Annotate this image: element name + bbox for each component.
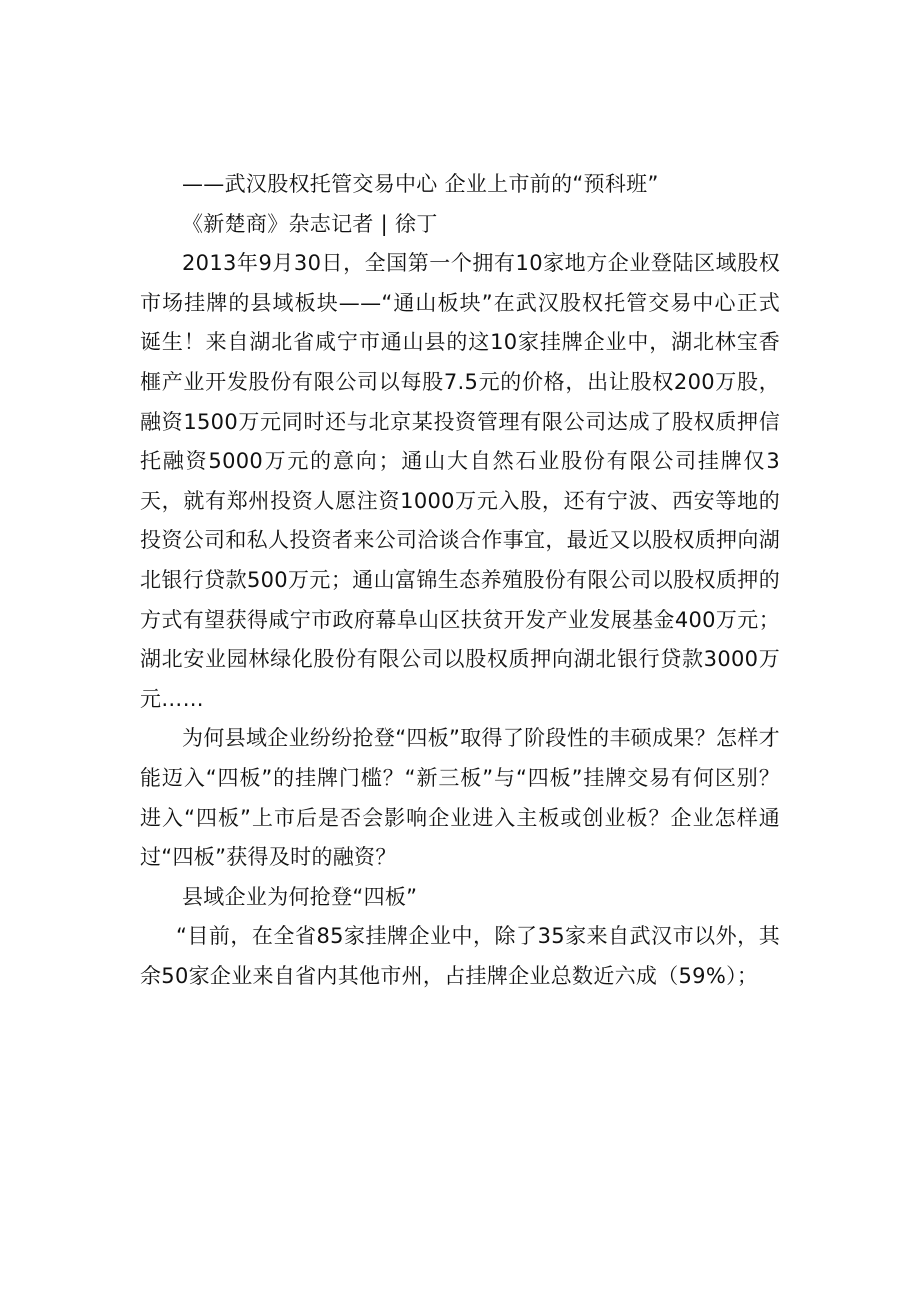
section-heading: 县域企业为何抢登“四板” bbox=[182, 884, 418, 909]
article-byline: 《新楚商》杂志记者 | 徐丁 bbox=[182, 211, 438, 236]
quote-paragraph: “目前，在全省85家挂牌企业中，除了35家来自武汉市以外，其余50家企业来自省内其他市州，占挂牌企业总数近六成（59%）； bbox=[140, 924, 780, 988]
paragraph-1: 2013年9月30日，全国第一个拥有10家地方企业登陆区域股权市场挂牌的县域板块——“通山板块”在武汉股权托管交易中心正式诞生！来自湖北省咸宁市通山县的这10家挂牌企业中，湖北林宝香榧产业开发股份有限公司以每股7.5元的价格，出让股权200万股，融资1500万元同时还与北京某投资管理有限公司达成了股权质押信托融资5000万元的意向；通山大自然石业股份有限公司挂牌仅3天，就有郑州投资人愿注资1000万元入股，还有宁波、西安等地的投资公司和私人投资者来公司洽谈合作事宜，最近又以股权质押向湖北银行贷款500万元；通山富锦生态养殖股份有限公司以股权质押的方式有望获得咸宁市政府幕阜山区扶贫开发产业发展基金400万元；湖北安业园林绿化股份有限公司以股权质押向湖北银行贷款3000万元…… bbox=[140, 251, 780, 711]
paragraph-2: 为何县域企业纷纷抢登“四板”取得了阶段性的丰硕成果？怎样才能迈入“四板”的挂牌门槛？“新三板”与“四板”挂牌交易有何区别？进入“四板”上市后是否会影响企业进入主板或创业板？企业怎样通过“四板”获得及时的融资？ bbox=[140, 726, 780, 870]
article-body bbox=[140, 165, 780, 996]
article-subtitle: ——武汉股权托管交易中心 企业上市前的“预科班” bbox=[182, 172, 659, 196]
